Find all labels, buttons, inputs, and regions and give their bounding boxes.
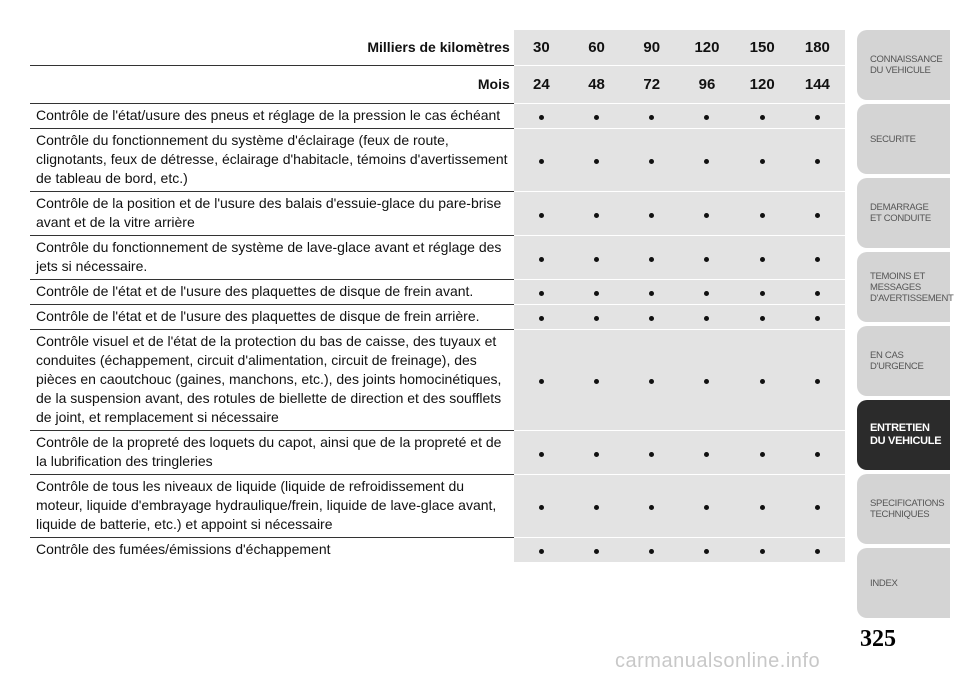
bullet-dot-icon — [760, 549, 765, 554]
interval-cell — [790, 236, 845, 280]
interval-cell — [679, 431, 734, 475]
interval-cell — [679, 475, 734, 538]
bullet-dot-icon — [704, 549, 709, 554]
bullet-dot-icon — [704, 316, 709, 321]
bullet-dot-icon — [704, 505, 709, 510]
interval-cell — [624, 236, 679, 280]
chapter-tab[interactable] — [857, 548, 950, 618]
months-value: 48 — [569, 66, 624, 104]
bullet-dot-icon — [815, 257, 820, 262]
chapter-tab-label: SPECIFICATIONS TECHNIQUES — [870, 498, 945, 520]
row-description: Contrôle du fonctionnement de système de lave-glace avant et réglage des jets si nécessaire. — [30, 236, 514, 280]
interval-cell — [790, 431, 845, 475]
interval-cell — [624, 129, 679, 192]
bullet-dot-icon — [704, 452, 709, 457]
km-value: 120 — [679, 30, 734, 66]
km-value: 60 — [569, 30, 624, 66]
bullet-dot-icon — [539, 291, 544, 296]
chapter-tab[interactable] — [857, 400, 950, 470]
interval-cell — [790, 129, 845, 192]
chapter-tab-label: INDEX — [870, 577, 898, 589]
bullet-dot-icon — [539, 159, 544, 164]
interval-cell — [679, 129, 734, 192]
interval-cell — [790, 538, 845, 563]
bullet-dot-icon — [594, 316, 599, 321]
interval-cell — [624, 475, 679, 538]
interval-cell — [514, 104, 569, 129]
interval-cell — [624, 538, 679, 563]
row-description: Contrôle visuel et de l'état de la protection du bas de caisse, des tuyaux et conduites (échappement, circuit d'alimentation, circuit de freinage), des pièces en caoutchouc (gaines, manchons, etc.), des joints homocinétiques, de la suspension avant, des rotules de biellette de direction et des soufflets de joint, et remplacement si nécessaire — [30, 330, 514, 431]
interval-cell — [735, 475, 790, 538]
interval-cell — [679, 280, 734, 305]
interval-cell — [569, 104, 624, 129]
interval-cell — [569, 475, 624, 538]
bullet-dot-icon — [594, 213, 599, 218]
table-row — [30, 538, 845, 563]
bullet-dot-icon — [760, 291, 765, 296]
bullet-dot-icon — [815, 291, 820, 296]
row-description: Contrôle de tous les niveaux de liquide (liquide de refroidissement du moteur, liquide d'embrayage hydraulique/frein, liquide de lave-glace avant, liquide de batterie, etc.) et appoint si nécessaire — [30, 475, 514, 538]
bullet-dot-icon — [760, 115, 765, 120]
chapter-tab[interactable] — [857, 474, 950, 544]
chapter-tab[interactable] — [857, 178, 950, 248]
interval-cell — [790, 475, 845, 538]
interval-cell — [735, 538, 790, 563]
chapter-tab-bar — [857, 30, 954, 622]
interval-cell — [735, 104, 790, 129]
bullet-dot-icon — [649, 213, 654, 218]
km-value: 150 — [735, 30, 790, 66]
interval-cell — [624, 305, 679, 330]
bullet-dot-icon — [704, 379, 709, 384]
bullet-dot-icon — [760, 257, 765, 262]
chapter-tab[interactable] — [857, 30, 950, 100]
bullet-dot-icon — [704, 257, 709, 262]
interval-cell — [569, 538, 624, 563]
bullet-dot-icon — [539, 316, 544, 321]
interval-cell — [569, 236, 624, 280]
row-description: Contrôle de la propreté des loquets du capot, ainsi que de la propreté et de la lubrification des tringleries — [30, 431, 514, 475]
interval-cell — [569, 192, 624, 236]
km-value: 90 — [624, 30, 679, 66]
interval-cell — [790, 280, 845, 305]
header-months-row — [30, 66, 845, 104]
header-km-row — [30, 30, 845, 66]
bullet-dot-icon — [594, 549, 599, 554]
interval-cell — [679, 330, 734, 431]
months-value: 24 — [514, 66, 569, 104]
bullet-dot-icon — [539, 213, 544, 218]
interval-cell — [569, 280, 624, 305]
bullet-dot-icon — [815, 115, 820, 120]
bullet-dot-icon — [815, 316, 820, 321]
interval-cell — [679, 192, 734, 236]
bullet-dot-icon — [760, 316, 765, 321]
table-row — [30, 475, 845, 538]
bullet-dot-icon — [594, 379, 599, 384]
bullet-dot-icon — [594, 452, 599, 457]
table-row — [30, 330, 845, 431]
months-value: 120 — [735, 66, 790, 104]
bullet-dot-icon — [760, 213, 765, 218]
bullet-dot-icon — [594, 115, 599, 120]
interval-cell — [790, 330, 845, 431]
interval-cell — [679, 538, 734, 563]
row-description: Contrôle des fumées/émissions d'échappement — [30, 538, 514, 563]
bullet-dot-icon — [649, 257, 654, 262]
interval-cell — [569, 305, 624, 330]
bullet-dot-icon — [704, 291, 709, 296]
interval-cell — [679, 104, 734, 129]
bullet-dot-icon — [704, 159, 709, 164]
interval-cell — [735, 236, 790, 280]
interval-cell — [624, 330, 679, 431]
bullet-dot-icon — [649, 291, 654, 296]
bullet-dot-icon — [539, 505, 544, 510]
bullet-dot-icon — [539, 452, 544, 457]
chapter-tab[interactable] — [857, 104, 950, 174]
row-description: Contrôle de la position et de l'usure des balais d'essuie-glace du pare-brise avant et de la vitre arrière — [30, 192, 514, 236]
km-value: 180 — [790, 30, 845, 66]
bullet-dot-icon — [815, 452, 820, 457]
months-value: 96 — [679, 66, 734, 104]
chapter-tab-label: SECURITE — [870, 133, 916, 145]
bullet-dot-icon — [760, 159, 765, 164]
row-description: Contrôle de l'état et de l'usure des plaquettes de disque de frein avant. — [30, 280, 514, 305]
chapter-tab-label: EN CAS D'URGENCE — [870, 350, 924, 372]
interval-cell — [514, 431, 569, 475]
table-row — [30, 104, 845, 129]
bullet-dot-icon — [815, 505, 820, 510]
chapter-tab-label: CONNAISSANCE DU VEHICULE — [870, 54, 943, 76]
interval-cell — [790, 305, 845, 330]
bullet-dot-icon — [760, 452, 765, 457]
page-number: 325 — [860, 626, 896, 652]
chapter-tab-label: DEMARRAGE ET CONDUITE — [870, 202, 931, 224]
interval-cell — [514, 475, 569, 538]
bullet-dot-icon — [539, 115, 544, 120]
interval-cell — [569, 330, 624, 431]
bullet-dot-icon — [594, 257, 599, 262]
chapter-tab[interactable] — [857, 252, 954, 322]
table-row — [30, 236, 845, 280]
bullet-dot-icon — [815, 213, 820, 218]
bullet-dot-icon — [649, 505, 654, 510]
interval-cell — [624, 104, 679, 129]
chapter-tab-label: ENTRETIEN DU VEHICULE — [870, 422, 942, 447]
interval-cell — [624, 431, 679, 475]
table-row — [30, 305, 845, 330]
table-row — [30, 129, 845, 192]
interval-cell — [735, 129, 790, 192]
bullet-dot-icon — [594, 291, 599, 296]
interval-cell — [569, 129, 624, 192]
bullet-dot-icon — [539, 549, 544, 554]
watermark: carmanualsonline.info — [615, 650, 821, 672]
bullet-dot-icon — [649, 452, 654, 457]
chapter-tab[interactable] — [857, 326, 950, 396]
interval-cell — [735, 192, 790, 236]
bullet-dot-icon — [594, 159, 599, 164]
interval-cell — [624, 192, 679, 236]
maintenance-schedule-table — [30, 30, 845, 562]
bullet-dot-icon — [649, 316, 654, 321]
bullet-dot-icon — [760, 379, 765, 384]
interval-cell — [514, 330, 569, 431]
bullet-dot-icon — [649, 115, 654, 120]
interval-cell — [679, 236, 734, 280]
row-description: Contrôle du fonctionnement du système d'éclairage (feux de route, clignotants, feux de détresse, éclairage d'habitacle, témoins d'avertissement de tableau de bord, etc.) — [30, 129, 514, 192]
bullet-dot-icon — [704, 213, 709, 218]
interval-cell — [514, 305, 569, 330]
table-row — [30, 280, 845, 305]
interval-cell — [569, 431, 624, 475]
bullet-dot-icon — [649, 379, 654, 384]
interval-cell — [735, 330, 790, 431]
km-label: Milliers de kilomètres — [367, 38, 510, 55]
interval-cell — [735, 280, 790, 305]
bullet-dot-icon — [815, 159, 820, 164]
interval-cell — [679, 305, 734, 330]
bullet-dot-icon — [649, 549, 654, 554]
interval-cell — [790, 192, 845, 236]
bullet-dot-icon — [760, 505, 765, 510]
interval-cell — [735, 305, 790, 330]
interval-cell — [735, 431, 790, 475]
bullet-dot-icon — [815, 549, 820, 554]
chapter-tab-label: TEMOINS ET MESSAGES D'AVERTISSEMENT — [870, 270, 954, 304]
row-description: Contrôle de l'état/usure des pneus et réglage de la pression le cas échéant — [30, 104, 514, 129]
km-value: 30 — [514, 30, 569, 66]
interval-cell — [624, 280, 679, 305]
interval-cell — [514, 192, 569, 236]
interval-cell — [514, 129, 569, 192]
interval-cell — [790, 104, 845, 129]
interval-cell — [514, 538, 569, 563]
months-value: 144 — [790, 66, 845, 104]
months-label: Mois — [30, 66, 514, 104]
bullet-dot-icon — [649, 159, 654, 164]
bullet-dot-icon — [594, 505, 599, 510]
interval-cell — [514, 280, 569, 305]
bullet-dot-icon — [539, 257, 544, 262]
bullet-dot-icon — [539, 379, 544, 384]
table-row — [30, 431, 845, 475]
bullet-dot-icon — [815, 379, 820, 384]
row-description: Contrôle de l'état et de l'usure des plaquettes de disque de frein arrière. — [30, 305, 514, 330]
interval-cell — [514, 236, 569, 280]
table-row — [30, 192, 845, 236]
months-value: 72 — [624, 66, 679, 104]
bullet-dot-icon — [704, 115, 709, 120]
